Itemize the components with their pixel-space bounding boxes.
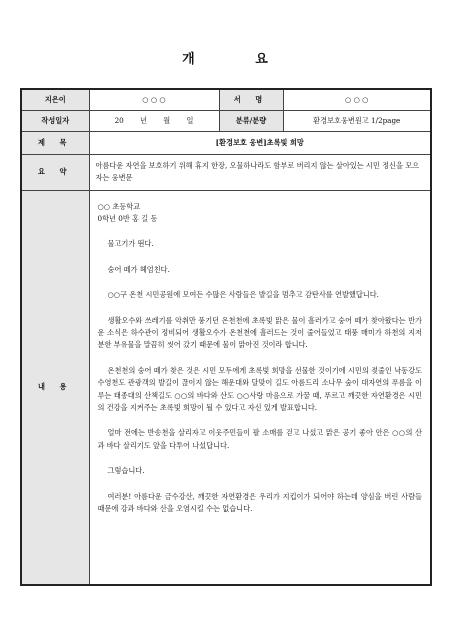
date-row: [21, 110, 431, 131]
paragraph-2: 숭어 떼가 헤엄친다.: [107, 264, 170, 274]
summary-value: 아름다운 자연을 보호하기 위해 휴지 한장, 오물하나라도 함부로 버리지 않는 살아있는 시민 정신을 모으자는 웅변문: [89, 154, 431, 190]
content-label: 내 용: [21, 190, 89, 585]
author-row: [21, 89, 431, 110]
summary-form-table: [20, 88, 432, 586]
subject-value: [환경보호 웅변]초록빛 희망: [89, 131, 431, 154]
paragraph-6: 얼마 전에는 반송천을 살리자고 이웃주민들이 팔 소매를 걷고 나섰고 맑은 공기 좋아 안은 ○○의 산과 바다 살리기도 앞을 다투어 나섰답니다.: [97, 428, 422, 450]
summary-row: [21, 154, 431, 190]
page-title: 개 요: [182, 52, 296, 67]
paragraph-5: 온천천의 숭어 떼가 찾은 것은 시민 모두에게 초록빛 희망을 선물한 것이기에 시민의 젖줄인 낙동강도 수영천도 관광객의 발길이 끊이지 않는 해운대와 달맞이 길도 아름드리 소나무 숲이 대자연의 푸름을 이루는 태종대의 산책길도 ○○의 바다와 산도 ○○사랑 마음으로 가꿀 때, 푸르고 깨끗한 자연환경은 시민의 건강을 지켜주는 초록빛 희망이 될 수 있다고 자신 있게 발표합니다.: [97, 365, 422, 412]
summary-label: 요 약: [21, 154, 89, 190]
subject-label: 제 목: [21, 131, 89, 154]
school-name: ○○ 초등학교: [97, 201, 141, 211]
student-name: 0학년 0반 홍 길 동: [97, 213, 158, 223]
date-label: 작성일자: [21, 110, 89, 131]
signature-label: 서 명: [219, 89, 283, 110]
signature-value: ○ ○ ○: [283, 89, 431, 110]
subject-row: [21, 131, 431, 154]
author-label: 지은이: [21, 89, 89, 110]
paragraph-8: 여러분! 아름다운 금수강산, 깨끗한 자연환경은 우리가 지킵이가 되어야 하는데 양심을 버린 사람들 때문에 강과 바다와 산을 오염시킬 수는 없습니다.: [97, 491, 422, 513]
paragraph-4: 생활오수와 쓰레기를 악취만 풍기던 온천천에 초록빛 맑은 물이 흘러가고 숭어 떼가 찾아왔다는 반가운 소식은 하수관이 정비되어 생활오수가 온천천에 흘러드는 것이 줄어들었고 태풍 매미가 하천의 지저분한 부유물을 말끔히 씻어 갔기 때문에 물이 맑아진 것이라 합니다.: [97, 315, 422, 350]
paragraph-3: ○○구 온천 시민공원에 모여든 수많은 사람들은 발길을 멈추고 감탄사를 연발했답니다.: [107, 290, 379, 300]
content-body: [89, 190, 431, 585]
date-value: 20 년 월 일: [89, 110, 219, 131]
category-value: 환경보호웅변원고 1/2page: [283, 110, 431, 131]
category-label: 분류/분량: [219, 110, 283, 131]
author-value: ○ ○ ○: [89, 89, 219, 110]
paragraph-7: 그렇습니다.: [107, 466, 145, 476]
content-row: [21, 190, 431, 585]
paragraph-1: 물고기가 뛴다.: [107, 239, 154, 249]
